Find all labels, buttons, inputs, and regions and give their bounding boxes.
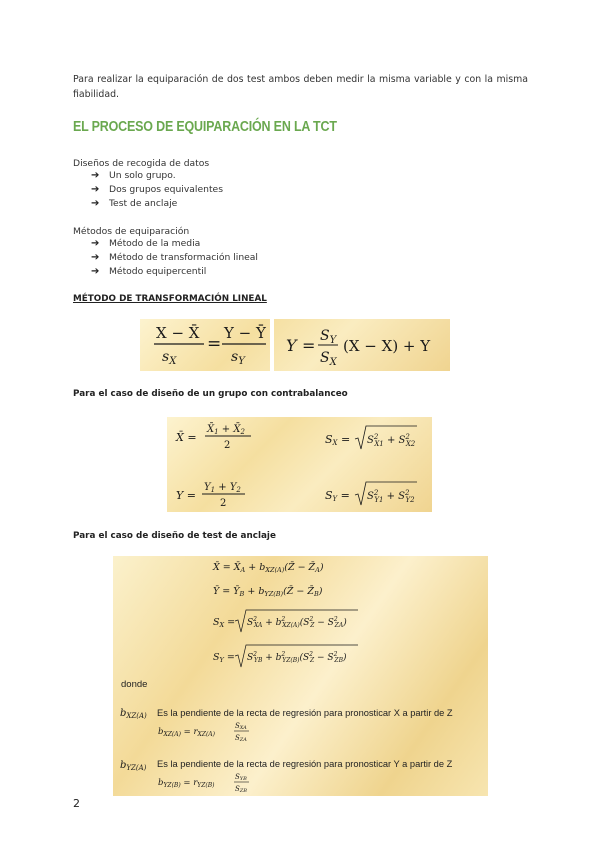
arrow-icon: ➔ [91,238,100,249]
b-xz-symbol [119,705,159,719]
svg-text:SY =: SY = [325,489,350,503]
svg-text:Y1 + Y2: $Y_1 + Y_2$ [204,482,241,494]
designs-list [91,169,223,211]
methods-block [73,226,258,279]
svg-text:2: 2 [224,440,231,451]
list-item: ➔ Método equipercentil [91,266,207,277]
svg-text:SZA: SZA [235,734,247,743]
intro-paragraph: Para realizar la equiparación de dos test ambos deben medir la misma variable y con la misma fiabilidad. [73,74,528,100]
svg-text:SX =: SX = [325,433,351,447]
svg-text:X̄1 + X̄2: $X̄_1$ + $X̄_2$ [207,424,245,436]
svg-text:=: = [207,334,222,354]
svg-text:bYZ(A): $b_{YZ(A)}$ [120,760,147,771]
section-heading: EL PROCESO DE EQUIPARACIÓN EN LA TCT [73,119,337,135]
svg-text:Y =: Y = [176,489,196,502]
svg-text:S2XA + b2XZ(A)(S2Z − S2ZA): $S^2$ XA + $b^2$ $XZ(A)(S^2$ $Z - S^2$ ZA) [247,616,347,629]
svg-text:S2YB + b2YZ(B)(S2Z − S2ZB): $S^2$ YB + $b^2$ $YZ(B)(S^2$ $Z - S^2$ ZB) [247,651,347,664]
b-xz-description: Es la pendiente de la recta de regresión para pronosticar X a partir de Z [157,708,453,718]
formula-graphic [113,556,488,674]
one-group-title: Para el caso de diseño de un grupo con contrabalanceo [73,389,348,399]
svg-text:SYB: SYB [235,773,247,782]
svg-text:X̄ = X̄A + bXZ(A)(Z̄ − Z̄A): X̄ = $X̄_A$ + $b_{XZ(A)}(Z̄$ − $Z̄_A$) [213,562,324,574]
svg-text:bXZ(A) = rXZ(A): $b_{XZ(A)} = r_{XZ(A)}$ [158,727,215,738]
anchor-formulas [113,556,488,796]
designs-title: Diseños de recogida de datos [73,158,210,169]
svg-text:sX: $s_X$ [162,349,177,367]
svg-text:sY: $s_Y$ [231,349,245,367]
svg-text:=: = [302,336,316,355]
methods-list [91,237,258,279]
b-yz-description: Es la pendiente de la recta de regresión para pronosticar Y a partir de Z [157,759,453,769]
b-yz-formula [156,770,266,794]
svg-text:Y − Ȳ: Y − Ȳ [224,324,266,342]
linear-transform-formula [140,319,450,371]
designs-block [73,158,223,211]
svg-text:SXA: SXA [235,722,247,731]
svg-text:SY: $S_Y$ [320,328,337,346]
b-yz-symbol [119,757,159,771]
methods-title: Métodos de equiparación [73,226,190,237]
svg-text:X − X̄: X − X̄ [156,324,200,342]
b-xz-formula [156,719,266,743]
svg-text:S2X1 + S2X2: $S^2$ $X1 + S^2$ X2 [367,433,416,448]
arrow-icon: ➔ [91,184,100,195]
donde-label: donde [121,679,148,690]
svg-text:S2Y1 + S2Y2: $S^2$ $Y1 + S^2$ Y2 [367,489,415,504]
svg-text:SZB: SZB [235,785,247,794]
svg-text:SY =: $S_Y$ = [213,652,235,664]
list-item: ➔ Un solo grupo. [91,170,176,181]
list-item: ➔ Dos grupos equivalentes [91,184,223,195]
svg-text:Ȳ = ȲB + bYZ(B)(Z̄ − Z̄B): Ȳ = $Ȳ_B$ + $b_{YZ(B)}(Z̄$ − $Z̄_B$) [213,586,323,598]
formula-graphic [140,319,450,371]
arrow-icon: ➔ [91,266,100,277]
svg-text:bYZ(B) = rYZ(B): $b_{YZ(B)} = r_{YZ(B)}$ [158,778,215,789]
page-number: 2 [73,797,80,810]
svg-text:(X − X) + Y: (X − X) + Y [343,337,431,355]
svg-text:Y: Y [286,336,297,355]
arrow-icon: ➔ [91,252,100,263]
svg-text:SX =: $S_X$ = [213,617,236,629]
anchor-title: Para el caso de diseño de test de anclaje [73,531,276,541]
svg-text:bXZ(A): $b_{XZ(A)}$ [120,708,147,719]
svg-text:X̄ =: X̄ = [176,431,197,444]
list-item: ➔ Test de anclaje [91,198,178,209]
method-subtitle: MÉTODO DE TRANSFORMACIÓN LINEAL [73,294,267,304]
list-item: ➔ Método de la media [91,238,201,249]
svg-text:2: 2 [220,498,227,509]
arrow-icon: ➔ [91,170,100,181]
list-item: ➔ Método de transformación lineal [91,252,258,263]
formula-graphic [167,417,432,512]
one-group-formulas [167,417,432,512]
svg-text:SX: $S_X$ [320,350,337,368]
arrow-icon: ➔ [91,198,100,209]
